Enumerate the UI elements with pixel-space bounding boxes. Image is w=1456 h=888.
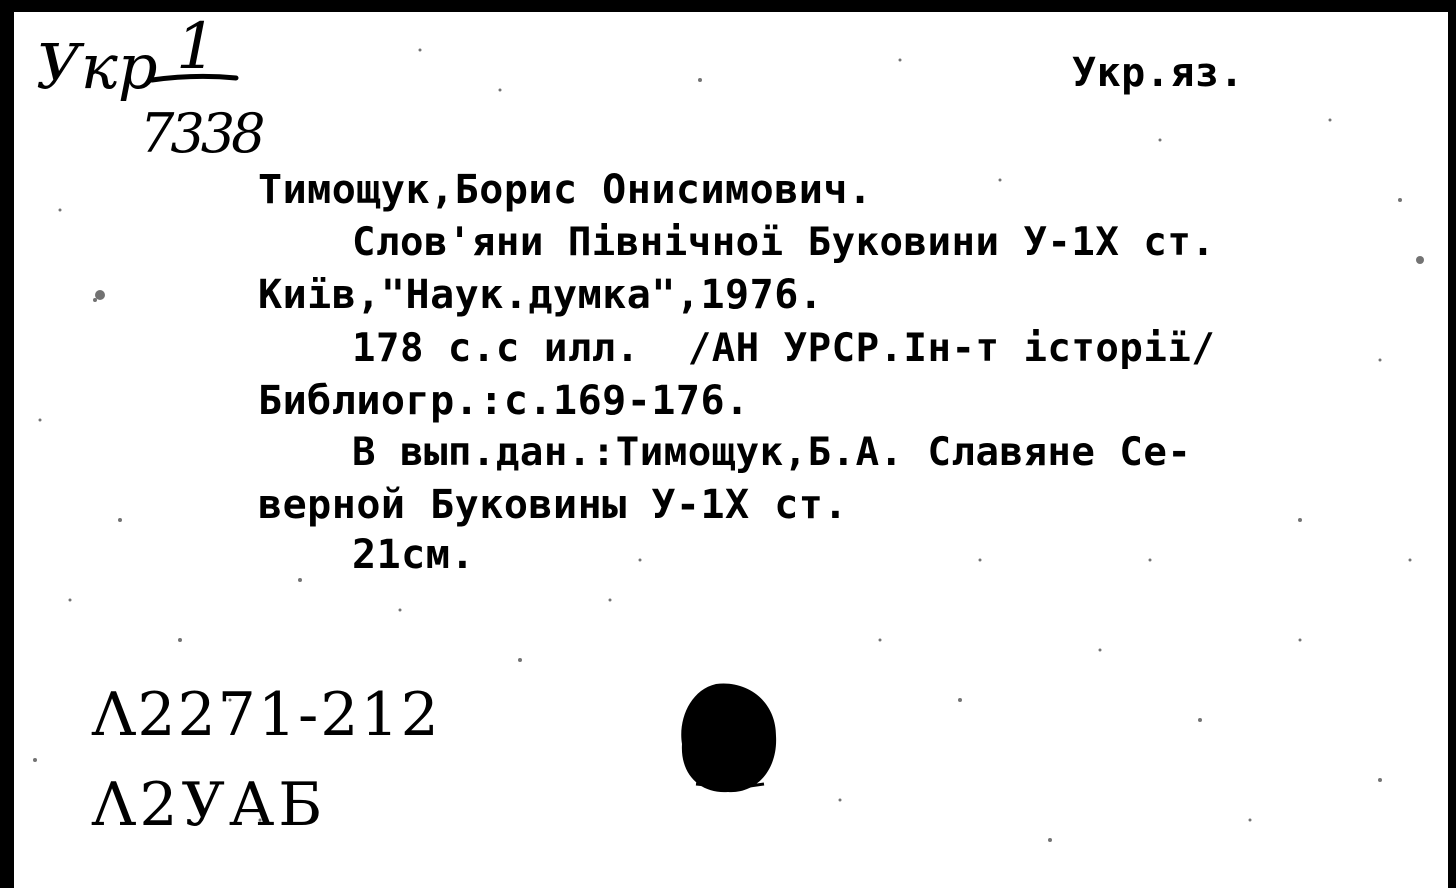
title-line: Слов'яни Північної Буковини У-1Х ст. — [352, 220, 1216, 265]
scan-edge-top — [0, 0, 1456, 12]
scan-edge-right — [1448, 0, 1456, 888]
handwritten-code-2: Λ2УАБ — [92, 770, 327, 840]
call-number-line1: 1 — [176, 10, 217, 84]
note-line-1: В вып.дан.:Тимощук,Б.А. Славяне Се- — [352, 430, 1192, 475]
call-number-prefix: Укр — [36, 30, 158, 103]
punch-hole — [676, 680, 780, 798]
note-line-2: верной Буковины У-1Х ст. — [258, 482, 848, 528]
language-label: Укр.яз. — [1072, 50, 1245, 96]
scan-edge-left — [0, 0, 14, 888]
call-number-line2: 7338 — [140, 102, 262, 165]
collation-line: 178 с.с илл. /АН УРСР.Ін-т історії/ — [352, 326, 1216, 371]
size-line: 21см. — [352, 532, 475, 578]
handwritten-code-1: Λ2271-212 — [92, 680, 441, 750]
bibliography-line: Библиогр.:с.169-176. — [258, 378, 750, 424]
imprint-line: Київ,"Наук.думка",1976. — [258, 272, 824, 318]
author-heading: Тимощук,Борис Онисимович. — [258, 167, 873, 213]
call-number-fraction-bar — [150, 70, 240, 86]
